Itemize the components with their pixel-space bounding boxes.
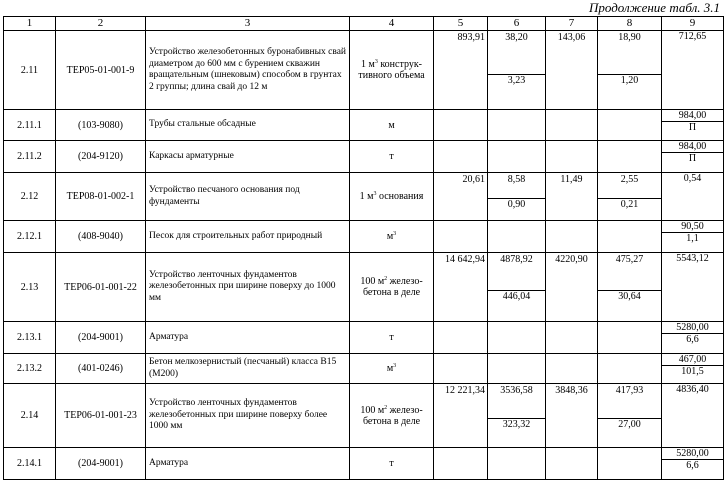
- material-cost-value: 90,50: [681, 221, 704, 232]
- machine-cost-value: [546, 354, 597, 355]
- machine-cost: [546, 110, 598, 141]
- material-quantity: 1,1: [662, 232, 723, 252]
- work-description: Бетон мелкозернистый (песчаный) класса В15 (М200): [146, 354, 350, 384]
- item-number: 2.14: [4, 384, 56, 448]
- table-row: [4, 322, 724, 354]
- table-row: [4, 384, 724, 448]
- work-description: Песок для строительных работ природный: [146, 221, 350, 253]
- labor-cost: [488, 31, 546, 110]
- machine-cost-value: 11,49: [560, 174, 583, 185]
- material-quantity: П: [662, 121, 723, 140]
- item-number: 2.14.1: [4, 448, 56, 480]
- operator-cost-value: [598, 354, 661, 383]
- item-number: 2.11.2: [4, 141, 56, 173]
- machine-cost-value: [546, 322, 597, 323]
- unit-text: т: [389, 332, 394, 343]
- total-cost-value: [434, 322, 487, 323]
- material-cost: [662, 141, 724, 173]
- rate-code: (401-0246): [56, 354, 146, 384]
- material-cost-value: 984,00: [678, 141, 707, 152]
- total-cost: [434, 384, 488, 448]
- labor-cost-value: 38,20: [505, 32, 528, 43]
- total-cost-value: 14 642,94: [445, 254, 485, 265]
- operator-cost: [598, 221, 662, 253]
- item-number: 2.13.2: [4, 354, 56, 384]
- operator-cost-sub: 1,20: [598, 74, 661, 109]
- labor-cost-sub: 323,32: [488, 418, 545, 447]
- unit-text: т: [389, 151, 394, 162]
- unit-of-measure: [350, 221, 434, 253]
- total-cost-value: [434, 110, 487, 111]
- unit-text: 1 $м^3$ конструктивного объема: [358, 59, 425, 81]
- machine-cost: [546, 384, 598, 448]
- operator-cost: [598, 253, 662, 322]
- work-description: Устройство ленточных фундаментов железобетонных при ширине поверху до 1000 мм: [146, 253, 350, 322]
- operator-cost: [598, 322, 662, 354]
- machine-cost-value: [546, 110, 597, 111]
- material-cost: [662, 31, 724, 110]
- material-quantity: 101,5: [662, 365, 723, 383]
- table-row: [4, 354, 724, 384]
- material-cost: [662, 354, 724, 384]
- rate-code: (204-9120): [56, 141, 146, 173]
- operator-cost: [598, 110, 662, 141]
- total-cost: [434, 141, 488, 173]
- operator-cost-value: [598, 141, 661, 172]
- labor-cost: [488, 354, 546, 384]
- col-header: 7: [546, 17, 598, 31]
- operator-cost-value: 417,93: [615, 385, 644, 396]
- machine-cost-value: [546, 221, 597, 222]
- operator-cost: [598, 141, 662, 173]
- operator-cost-value: [598, 448, 661, 479]
- material-cost: [662, 253, 724, 322]
- labor-cost-value: 3536,58: [500, 385, 533, 396]
- labor-cost: [488, 221, 546, 253]
- labor-cost-value: 4878,92: [500, 254, 533, 265]
- material-quantity: 6,6: [662, 333, 723, 353]
- labor-cost: [488, 322, 546, 354]
- rate-code: (103-9080): [56, 110, 146, 141]
- unit-text: т: [389, 458, 394, 469]
- operator-cost-value: [598, 322, 661, 353]
- machine-cost: [546, 322, 598, 354]
- operator-cost: [598, 31, 662, 110]
- rate-code: (204-9001): [56, 322, 146, 354]
- unit-of-measure: [350, 31, 434, 110]
- rate-code: (408-9040): [56, 221, 146, 253]
- labor-cost-value: [488, 354, 545, 383]
- table-row: [4, 31, 724, 110]
- unit-of-measure: [350, 173, 434, 221]
- table-row: [4, 173, 724, 221]
- material-cost: [662, 322, 724, 354]
- total-cost: [434, 448, 488, 480]
- rate-code: (204-9001): [56, 448, 146, 480]
- operator-cost-sub: 0,21: [598, 198, 661, 220]
- labor-cost: [488, 141, 546, 173]
- unit-of-measure: [350, 322, 434, 354]
- unit-of-measure: [350, 110, 434, 141]
- labor-cost-value: [488, 322, 545, 353]
- labor-cost: [488, 253, 546, 322]
- machine-cost: [546, 253, 598, 322]
- operator-cost-value: 2,55: [620, 174, 639, 185]
- labor-cost: [488, 384, 546, 448]
- material-cost-value: 5280,00: [676, 322, 709, 333]
- machine-cost: [546, 354, 598, 384]
- operator-cost-sub: 30,64: [598, 290, 661, 321]
- operator-cost: [598, 173, 662, 221]
- labor-cost-sub: 446,04: [488, 290, 545, 321]
- material-cost: [662, 110, 724, 141]
- material-cost: [662, 221, 724, 253]
- table-row: [4, 110, 724, 141]
- header-row: [4, 17, 724, 31]
- machine-cost: [546, 173, 598, 221]
- unit-text: 1 $м^3$ основания: [359, 191, 424, 202]
- operator-cost-value: 18,90: [618, 32, 641, 43]
- item-number: 2.11: [4, 31, 56, 110]
- work-description: Устройство железобетонных буронабивных свай диаметром до 600 мм с бурением скважин вращательным (шнековым) способом в грунтах 2 группы; длина свай до 12 м: [146, 31, 350, 110]
- total-cost-value: [434, 221, 487, 222]
- col-header: 6: [488, 17, 546, 31]
- unit-text: 100 $м^2$ железобетона в деле: [360, 276, 423, 298]
- total-cost-value: 12 221,34: [445, 385, 485, 396]
- operator-cost: [598, 354, 662, 384]
- item-number: 2.11.1: [4, 110, 56, 141]
- work-description: Каркасы арматурные: [146, 141, 350, 173]
- labor-cost: [488, 110, 546, 141]
- labor-cost-value: [488, 448, 545, 479]
- machine-cost-value: [546, 448, 597, 449]
- unit-of-measure: [350, 354, 434, 384]
- machine-cost: [546, 31, 598, 110]
- material-cost: [662, 384, 724, 448]
- operator-cost-value: [598, 221, 661, 252]
- item-number: 2.13: [4, 253, 56, 322]
- work-description: Устройство песчаного основания под фундаменты: [146, 173, 350, 221]
- labor-cost-value: [488, 141, 545, 172]
- table-row: [4, 448, 724, 480]
- labor-cost-value: [488, 221, 545, 252]
- material-cost: [662, 448, 724, 480]
- rate-code: ТЕР06-01-001-22: [56, 253, 146, 322]
- operator-cost: [598, 448, 662, 480]
- col-header: 3: [146, 17, 350, 31]
- labor-cost-value: [488, 110, 545, 140]
- unit-text: 100 $м^2$ железобетона в деле: [360, 404, 423, 427]
- machine-cost: [546, 221, 598, 253]
- total-cost: [434, 31, 488, 110]
- operator-cost-value: 475,27: [615, 254, 644, 265]
- machine-cost-value: 143,06: [557, 32, 586, 43]
- material-cost-value: 0,54: [683, 173, 702, 184]
- machine-cost-value: [546, 141, 597, 142]
- total-cost: [434, 110, 488, 141]
- material-cost-value: 5280,00: [676, 448, 709, 459]
- machine-cost-value: 4220,90: [555, 254, 588, 265]
- work-description: Арматура: [146, 322, 350, 354]
- table-row: [4, 253, 724, 322]
- labor-cost-sub: 3,23: [488, 74, 545, 109]
- unit-text: м: [388, 119, 395, 131]
- estimate-table: [3, 16, 724, 480]
- unit-of-measure: [350, 384, 434, 448]
- col-header: 8: [598, 17, 662, 31]
- table-row: [4, 141, 724, 173]
- unit-of-measure: [350, 141, 434, 173]
- material-cost-value: 4836,40: [676, 384, 709, 395]
- col-header: 4: [350, 17, 434, 31]
- work-description: Устройство ленточных фундаментов железобетонных при ширине поверху более 1000 мм: [146, 384, 350, 448]
- total-cost-value: [434, 141, 487, 142]
- unit-text: $м^3$: [386, 231, 397, 242]
- table-row: [4, 221, 724, 253]
- machine-cost: [546, 141, 598, 173]
- table-caption: Продолжение табл. 3.1: [589, 0, 720, 15]
- item-number: 2.13.1: [4, 322, 56, 354]
- total-cost: [434, 322, 488, 354]
- rate-code: ТЕР05-01-001-9: [56, 31, 146, 110]
- material-quantity: П: [662, 152, 723, 172]
- total-cost: [434, 173, 488, 221]
- material-cost-value: 467,00: [678, 354, 707, 365]
- unit-of-measure: [350, 253, 434, 322]
- total-cost-value: [434, 354, 487, 355]
- material-cost-value: 5543,12: [676, 253, 709, 264]
- rate-code: ТЕР06-01-001-23: [56, 384, 146, 448]
- col-header: 2: [56, 17, 146, 31]
- material-cost-value: 984,00: [678, 110, 707, 121]
- total-cost: [434, 253, 488, 322]
- material-quantity: 6,6: [662, 459, 723, 479]
- machine-cost: [546, 448, 598, 480]
- total-cost-value: [434, 448, 487, 449]
- work-description: Трубы стальные обсадные: [146, 110, 350, 141]
- operator-cost: [598, 384, 662, 448]
- labor-cost: [488, 448, 546, 480]
- labor-cost: [488, 173, 546, 221]
- col-header: 5: [434, 17, 488, 31]
- unit-text: $м^3$: [386, 363, 397, 374]
- total-cost: [434, 221, 488, 253]
- col-header: 1: [4, 17, 56, 31]
- machine-cost-value: 3848,36: [555, 385, 588, 396]
- operator-cost-sub: 27,00: [598, 418, 661, 447]
- work-description: Арматура: [146, 448, 350, 480]
- rate-code: ТЕР08-01-002-1: [56, 173, 146, 221]
- total-cost-value: 893,91: [457, 32, 485, 43]
- total-cost-value: 20,61: [462, 174, 485, 185]
- item-number: 2.12: [4, 173, 56, 221]
- labor-cost-value: 8,58: [507, 174, 526, 185]
- item-number: 2.12.1: [4, 221, 56, 253]
- col-header: 9: [662, 17, 724, 31]
- operator-cost-value: [598, 110, 661, 140]
- material-cost: [662, 173, 724, 221]
- material-cost-value: 712,65: [678, 31, 707, 42]
- labor-cost-sub: 0,90: [488, 198, 545, 220]
- unit-of-measure: [350, 448, 434, 480]
- total-cost: [434, 354, 488, 384]
